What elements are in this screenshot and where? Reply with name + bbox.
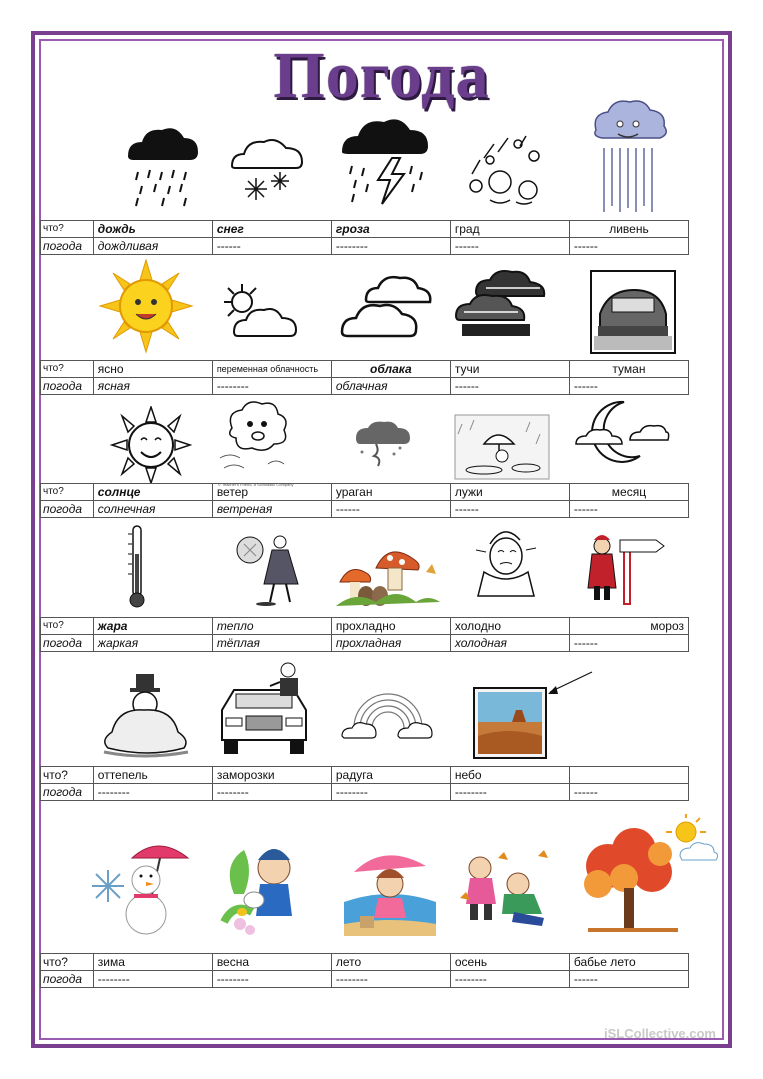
- adjective-cell: --------: [212, 971, 331, 988]
- what-label: что?: [41, 221, 94, 238]
- word-cell: жара: [93, 618, 212, 635]
- what-label: что?: [41, 954, 94, 971]
- weather-label: погода: [41, 635, 94, 652]
- word-cell: весна: [212, 954, 331, 971]
- adjective-cell: --------: [93, 971, 212, 988]
- word-cell: заморозки: [212, 767, 331, 784]
- what-label: что?: [41, 361, 94, 378]
- weather-label: погода: [41, 238, 94, 255]
- word-table-row-1: [40, 220, 689, 255]
- word-cell: мороз: [569, 618, 688, 635]
- weather-label: погода: [41, 971, 94, 988]
- icon-row-1: [40, 100, 730, 220]
- word-table-row-2: [40, 360, 689, 395]
- word-table-row-6: [40, 953, 689, 988]
- adjective-cell: ясная: [93, 378, 212, 395]
- word-cell: [569, 767, 688, 784]
- word-cell: туман: [569, 361, 688, 378]
- weather-label: погода: [41, 784, 94, 801]
- icon-row-5: [40, 660, 730, 760]
- word-cell: лето: [331, 954, 450, 971]
- downpour-cloud-icon: [590, 100, 670, 218]
- word-cell: холодно: [450, 618, 569, 635]
- hurricane-icon: [350, 420, 414, 470]
- adjective-cell: ------: [569, 971, 688, 988]
- weather-label: погода: [41, 501, 94, 518]
- mushrooms-icon: [336, 542, 440, 608]
- adjective-cell: --------: [450, 971, 569, 988]
- what-label: что?: [41, 484, 94, 501]
- dark-clouds-icon: [452, 266, 552, 342]
- winter-snowman-icon: [88, 840, 198, 936]
- word-cell: месяц: [569, 484, 688, 501]
- rainbow-icon: [340, 674, 436, 744]
- word-cell: ясно: [93, 361, 212, 378]
- word-cell: тучи: [450, 361, 569, 378]
- word-cell: ветер: [212, 484, 331, 501]
- adjective-cell: ------: [450, 501, 569, 518]
- word-table-row-5: [40, 766, 689, 801]
- adjective-cell: солнечная: [93, 501, 212, 518]
- adjective-cell: ветреная: [212, 501, 331, 518]
- hail-icon: [460, 130, 550, 210]
- adjective-cell: холодная: [450, 635, 569, 652]
- thunderstorm-icon: [338, 110, 434, 210]
- word-cell: лужи: [450, 484, 569, 501]
- adjective-cell: --------: [450, 784, 569, 801]
- word-table-row-3: [40, 483, 689, 518]
- clouds-icon: [336, 270, 438, 350]
- summer-girl-icon: [340, 842, 440, 936]
- word-cell: зима: [93, 954, 212, 971]
- sun-behind-cloud-icon: [216, 280, 306, 346]
- icon-row-3: [40, 398, 730, 487]
- word-cell: ливень: [569, 221, 688, 238]
- crescent-moon-icon: [570, 398, 670, 474]
- word-cell: радуга: [331, 767, 450, 784]
- what-label: что?: [41, 618, 94, 635]
- adjective-cell: прохладная: [331, 635, 450, 652]
- adjective-cell: ------: [450, 238, 569, 255]
- word-cell: бабье лето: [569, 954, 688, 971]
- word-cell: оттепель: [93, 767, 212, 784]
- what-label: что?: [41, 767, 94, 784]
- word-cell: гроза: [331, 221, 450, 238]
- adjective-cell: ------: [331, 501, 450, 518]
- indian-summer-tree-icon: [568, 812, 724, 936]
- word-cell: переменная облачность: [212, 361, 331, 378]
- word-cell: облака: [331, 361, 450, 378]
- sky-picture-icon: [472, 670, 596, 760]
- scraping-car-icon: [216, 660, 314, 758]
- adjective-cell: ------: [569, 378, 688, 395]
- icon-row-2: [40, 258, 730, 358]
- sun-icon: [98, 258, 194, 354]
- adjective-cell: --------: [331, 971, 450, 988]
- word-cell: прохладно: [331, 618, 450, 635]
- adjective-cell: ------: [569, 501, 688, 518]
- adjective-cell: ------: [569, 238, 688, 255]
- adjective-cell: --------: [331, 784, 450, 801]
- cold-person-icon: [466, 522, 546, 598]
- adjective-cell: --------: [331, 238, 450, 255]
- word-cell: небо: [450, 767, 569, 784]
- weather-label: погода: [41, 378, 94, 395]
- icon-row-6: [40, 812, 730, 952]
- adjective-cell: --------: [212, 378, 331, 395]
- adjective-cell: ------: [212, 238, 331, 255]
- fog-car-icon: [590, 270, 676, 354]
- adjective-cell: дождливая: [93, 238, 212, 255]
- word-table-row-4: [40, 617, 689, 652]
- spring-boy-icon: [216, 834, 316, 938]
- adjective-cell: ------: [450, 378, 569, 395]
- image-credit-caption: © Teacher's Friend, a Scholastic Company: [218, 482, 294, 487]
- adjective-cell: --------: [212, 784, 331, 801]
- adjective-cell: ------: [569, 635, 688, 652]
- autumn-kids-icon: [454, 846, 558, 930]
- rain-cloud-icon: [120, 120, 210, 210]
- word-cell: снег: [212, 221, 331, 238]
- word-cell: тепло: [212, 618, 331, 635]
- adjective-cell: облачная: [331, 378, 450, 395]
- windy-girl-icon: [228, 532, 306, 606]
- word-cell: ураган: [331, 484, 450, 501]
- puddles-icon: [454, 414, 550, 480]
- word-cell: град: [450, 221, 569, 238]
- adjective-cell: --------: [93, 784, 212, 801]
- adjective-cell: жаркая: [93, 635, 212, 652]
- thermometer-icon: [124, 524, 150, 610]
- word-cell: осень: [450, 954, 569, 971]
- word-cell: дождь: [93, 221, 212, 238]
- adjective-cell: ------: [569, 784, 688, 801]
- icon-row-4: [40, 520, 730, 612]
- snow-cloud-icon: [226, 128, 312, 214]
- adjective-cell: тёплая: [212, 635, 331, 652]
- smiling-sun-icon: [108, 406, 194, 484]
- santa-icon: [580, 530, 670, 606]
- word-cell: солнце: [93, 484, 212, 501]
- wind-cloud-icon: [216, 398, 296, 478]
- watermark: iSLCollective.com: [604, 1026, 716, 1041]
- page-title: Погода: [273, 39, 490, 112]
- melting-snowman-icon: [98, 672, 194, 758]
